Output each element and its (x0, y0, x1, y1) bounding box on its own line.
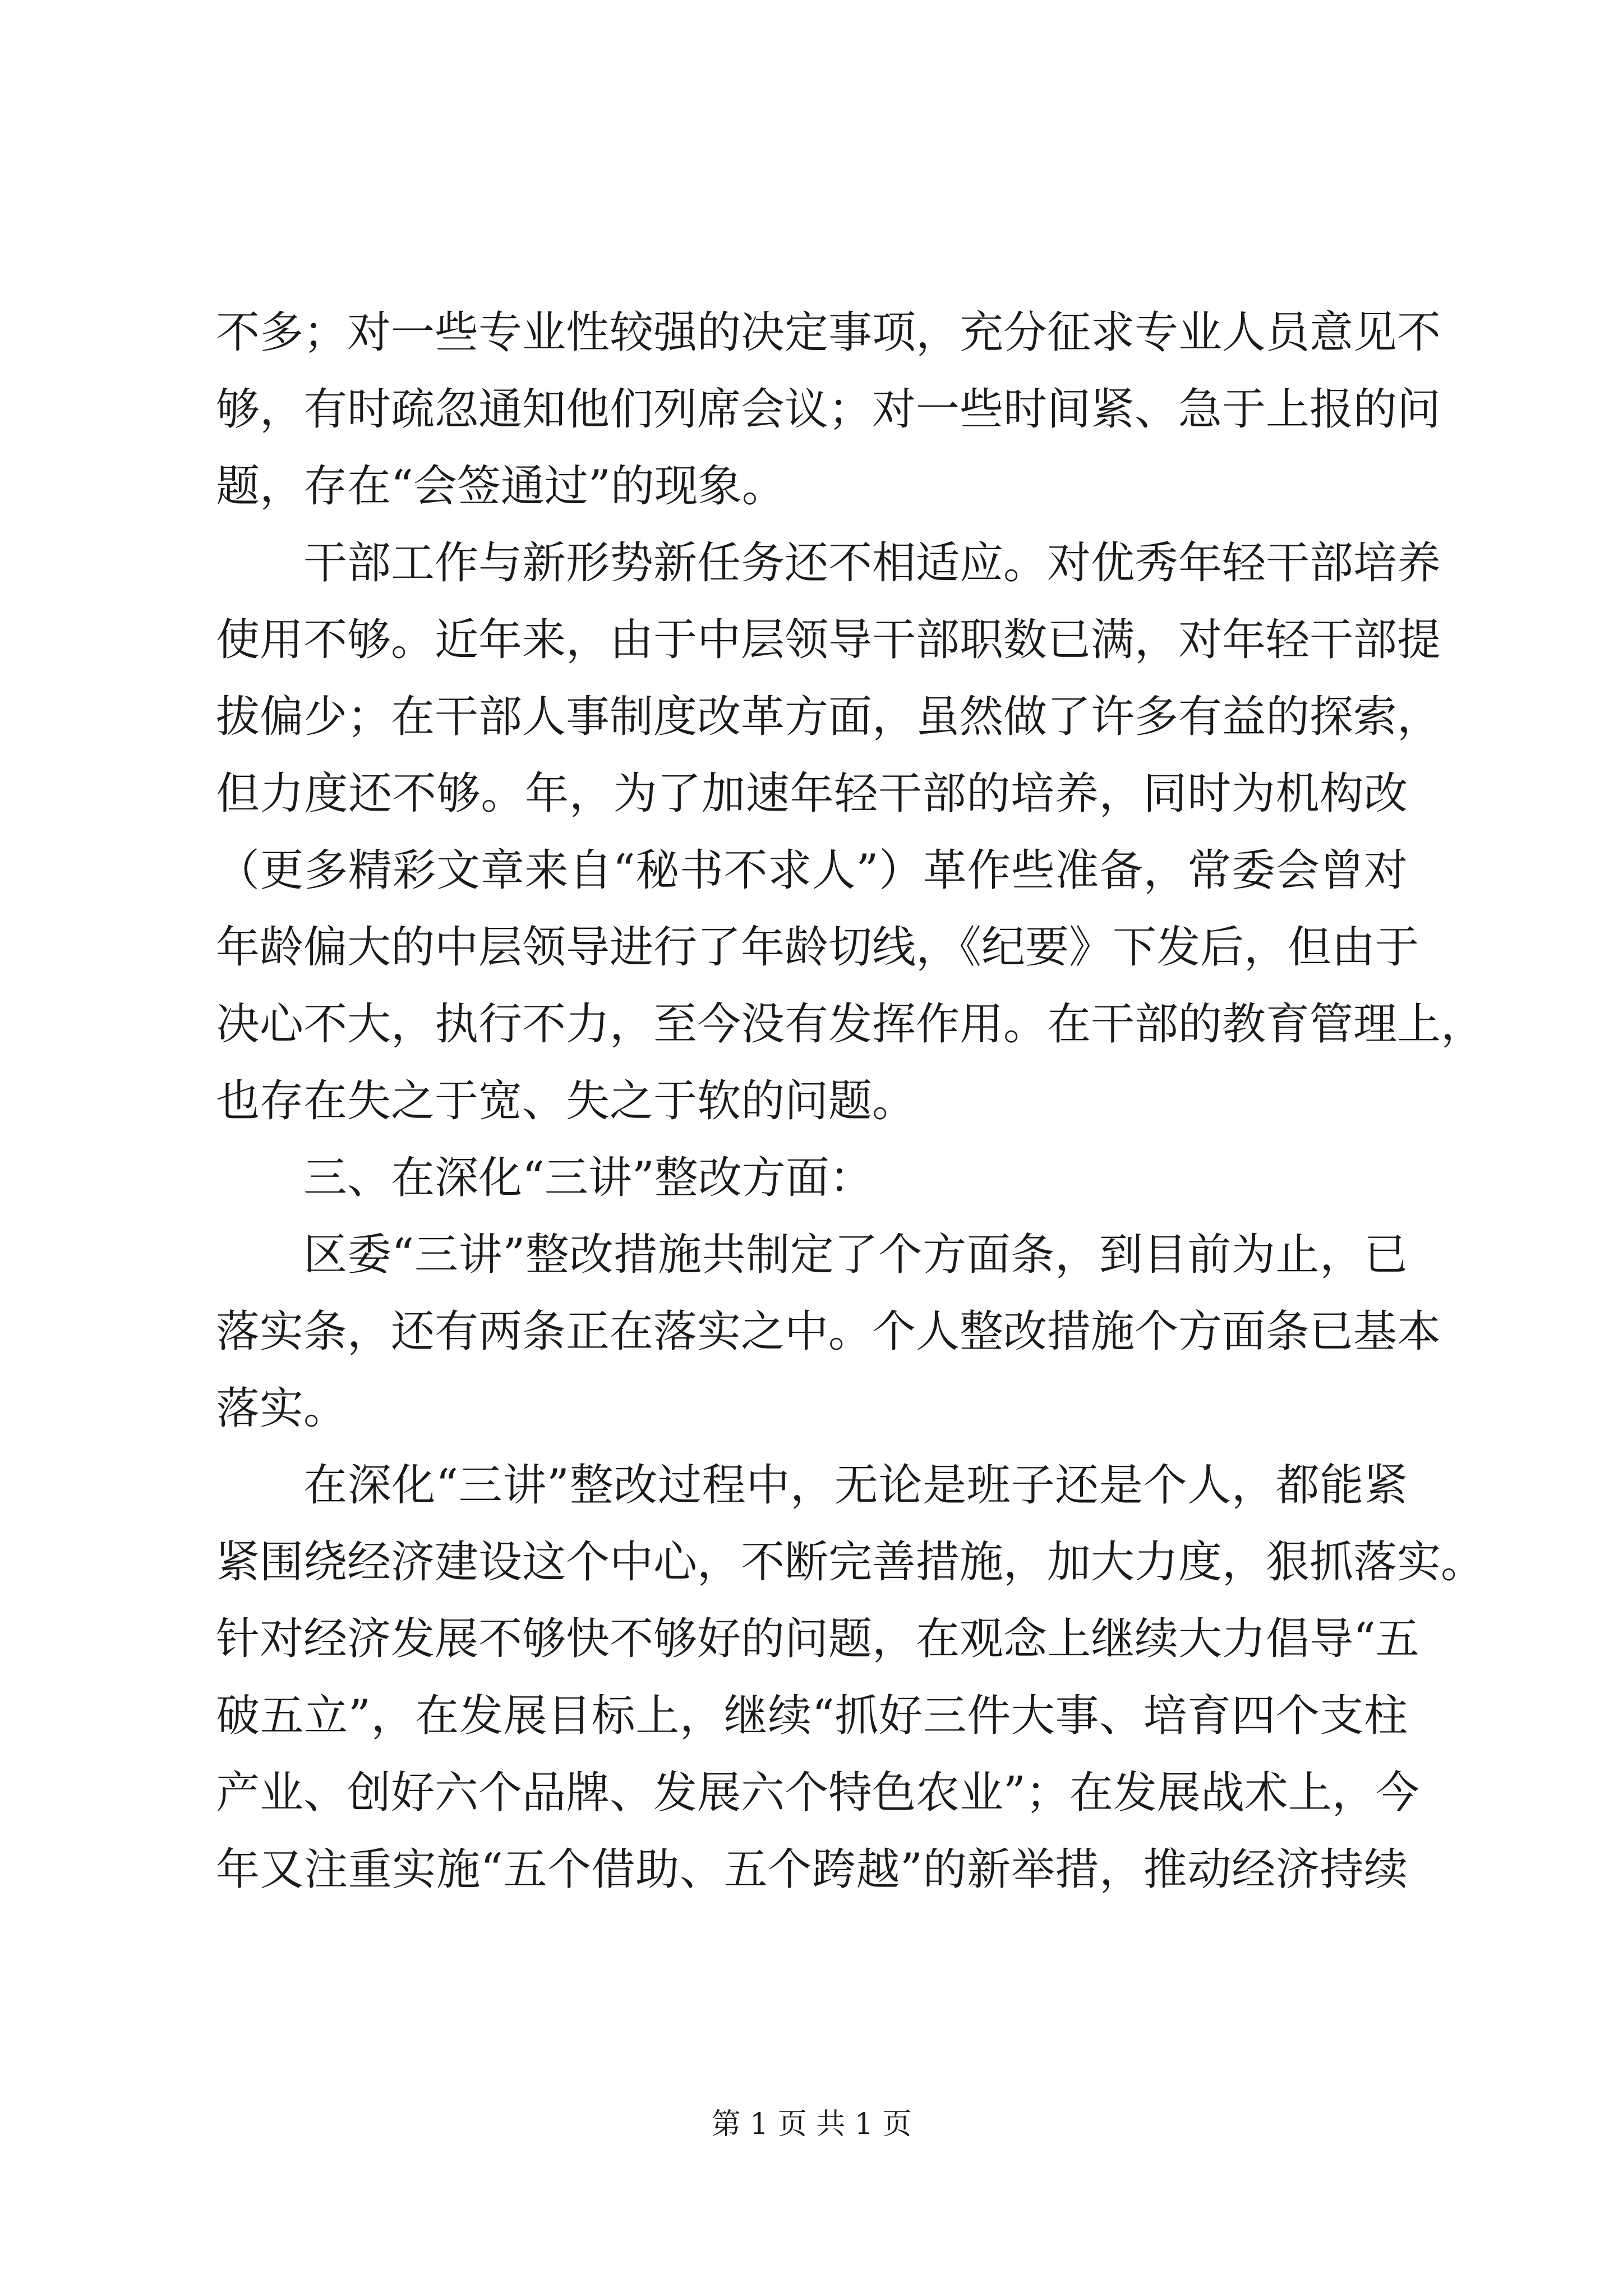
text-line: 不多；对一些专业性较强的决定事项，充分征求专业人员意见不 (216, 307, 1441, 358)
text-line: 三、在深化“三讲”整改方面： (303, 1153, 873, 1203)
text-line: 年龄偏大的中层领导进行了年龄切线，《纪要》下发后，但由于 (216, 922, 1419, 973)
text-line: 落实条，还有两条正在落实之中。个人整改措施个方面条已基本 (216, 1306, 1441, 1357)
text-line: 破五立”，在发展目标上，继续“抓好三件大事、培育四个支柱 (216, 1691, 1408, 1741)
text-line: 针对经济发展不够快不够好的问题，在观念上继续大力倡导“五 (216, 1614, 1419, 1664)
text-line: 够，有时疏忽通知他们列席会议；对一些时间紧、急于上报的问 (216, 384, 1441, 435)
text-line: 产业、创好六个品牌、发展六个特色农业”；在发展战术上，今 (216, 1768, 1419, 1818)
text-line: 年又注重实施“五个借助、五个跨越”的新举措，推动经济持续 (216, 1844, 1408, 1895)
text-line: 干部工作与新形势新任务还不相适应。对优秀年轻干部培养 (303, 538, 1441, 588)
text-line: 但力度还不够。年，为了加速年轻干部的培养，同时为机构改 (216, 769, 1408, 819)
text-line: 题，存在“会签通过”的现象。 (216, 461, 786, 512)
text-line: 紧围绕经济建设这个中心，不断完善措施，加大力度，狠抓落实。 (216, 1537, 1485, 1588)
text-line: 决心不大，执行不力，至今没有发挥作用。在干部的教育管理上， (216, 999, 1485, 1050)
text-line: 也存在失之于宽、失之于软的问题。 (216, 1076, 916, 1126)
text-line: 使用不够。近年来，由于中层领导干部职数已满，对年轻干部提 (216, 615, 1441, 665)
text-line: 区委“三讲”整改措施共制定了个方面条，到目前为止，已 (303, 1230, 1408, 1280)
text-line: 落实。 (216, 1383, 348, 1434)
text-line: 在深化“三讲”整改过程中，无论是班子还是个人，都能紧 (303, 1460, 1408, 1511)
page-footer: 第 1 页 共 1 页 (711, 2108, 912, 2141)
text-line: 拔偏少；在干部人事制度改革方面，虽然做了许多有益的探索， (216, 692, 1441, 742)
text-line: （更多精彩文章来自“秘书不求人”）革作些准备，常委会曾对 (216, 845, 1408, 896)
document-body (216, 295, 1485, 1908)
